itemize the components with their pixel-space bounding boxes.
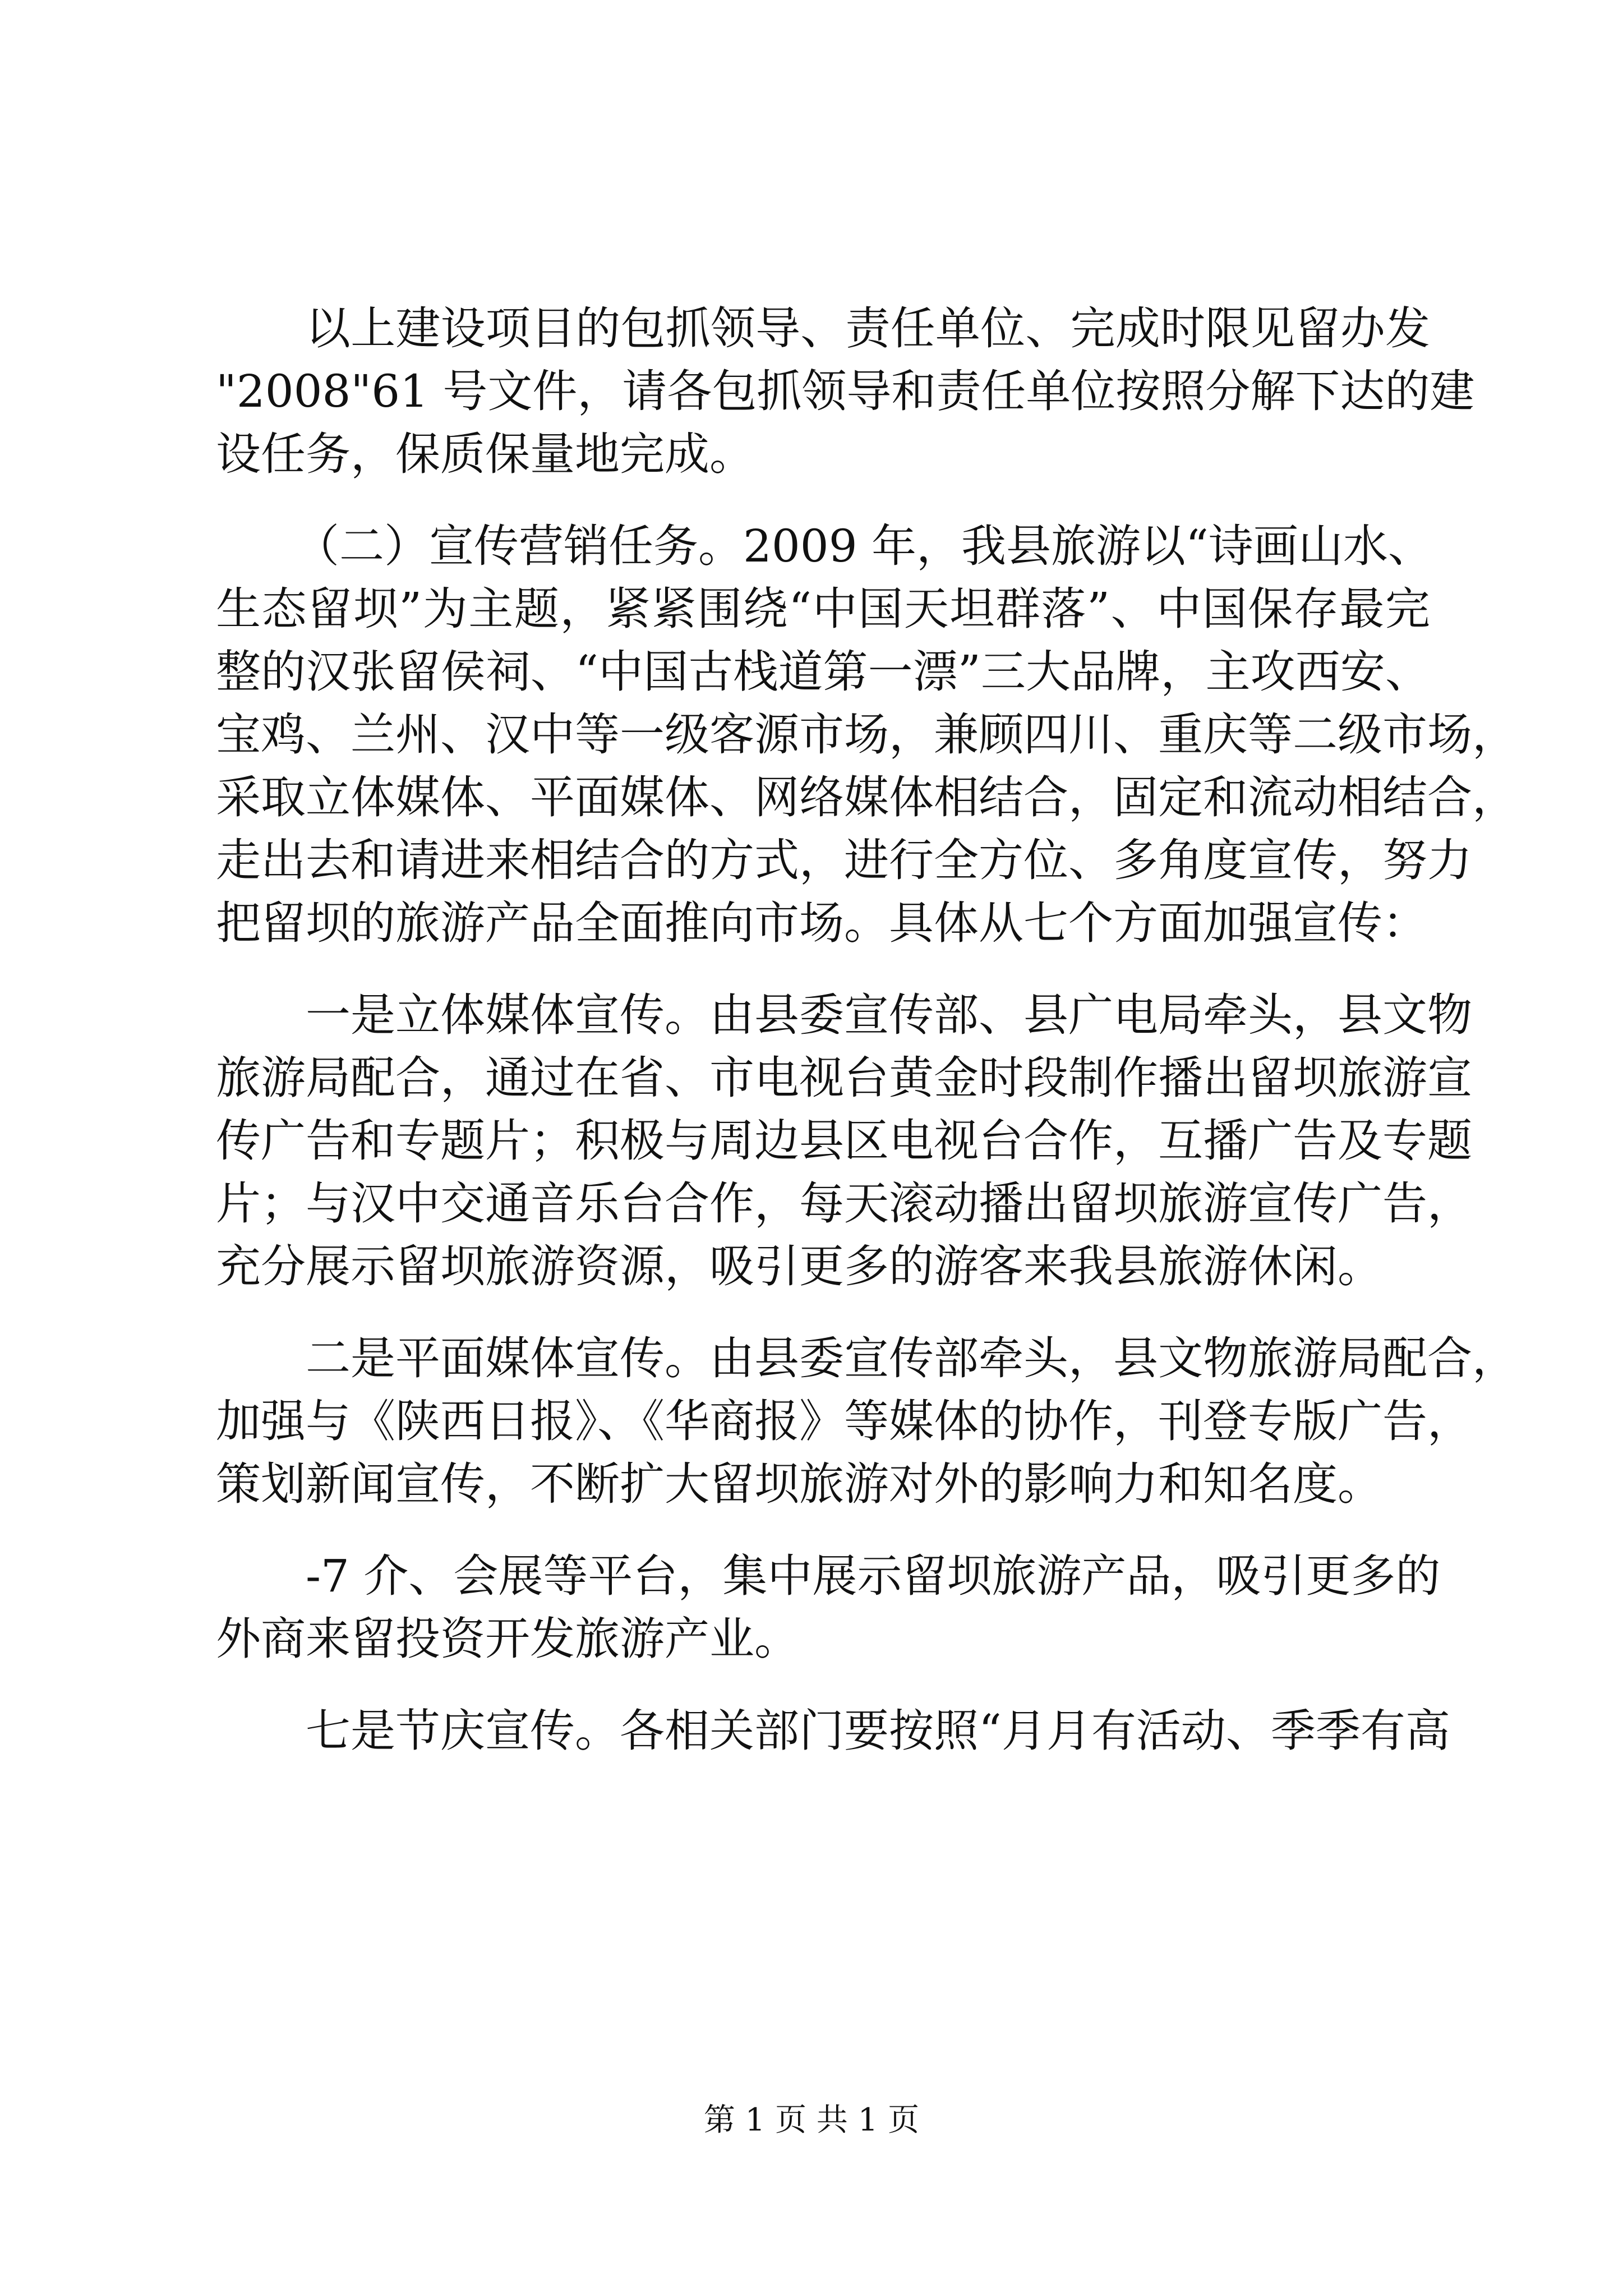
paragraph-2 xyxy=(216,515,1517,955)
text-line: 传广告和专题片；积极与周边县区电视台合作，互播广告及专题 xyxy=(216,1115,1472,1167)
text-line: -7 介、会展等平台，集中展示留坝旅游产品，吸引更多的 xyxy=(306,1550,1441,1602)
page-footer: 第 1 页 共 1 页 xyxy=(703,2102,920,2138)
paragraph-4 xyxy=(216,1327,1517,1516)
text-line: 充分展示留坝旅游资源，吸引更多的游客来我县旅游休闲。 xyxy=(216,1240,1382,1292)
text-line: 以上建设项目的包抓领导、责任单位、完成时限见留办发 xyxy=(306,302,1430,355)
text-line: 二是平面媒体宣传。由县委宣传部牵头，县文物旅游局配合， xyxy=(306,1332,1517,1384)
text-line: 加强与《陕西日报》、《华商报》等媒体的协作，刊登专版广告， xyxy=(216,1395,1472,1447)
text-line: 外商来留投资开发旅游产业。 xyxy=(216,1613,799,1665)
paragraph-6 xyxy=(216,1700,1450,1763)
text-line: 采取立体媒体、平面媒体、网络媒体相结合，固定和流动相结合， xyxy=(216,771,1517,823)
text-line: "2008"61 号文件，请各包抓领导和责任单位按照分解下达的建 xyxy=(216,365,1475,417)
document-body xyxy=(216,297,1517,1792)
text-line: 走出去和请进来相结合的方式，进行全方位、多角度宣传，努力 xyxy=(216,834,1472,886)
text-line: 策划新闻宣传，不断扩大留坝旅游对外的影响力和知名度。 xyxy=(216,1458,1382,1510)
text-line: 片；与汉中交通音乐台合作，每天滚动播出留坝旅游宣传广告， xyxy=(216,1177,1472,1230)
text-line: 生态留坝”为主题，紧紧围绕“中国天坦群落”、中国保存最完 xyxy=(216,583,1430,635)
text-line: （二）宣传营销任务。2009 年，我县旅游以“诗画山水、 xyxy=(294,520,1433,572)
text-line: 七是节庆宣传。各相关部门要按照“月月有活动、季季有高 xyxy=(306,1705,1450,1757)
text-line: 旅游局配合，通过在省、市电视台黄金时段制作播出留坝旅游宣 xyxy=(216,1052,1472,1104)
text-line: 宝鸡、兰州、汉中等一级客源市场，兼顾四川、重庆等二级市场， xyxy=(216,708,1517,761)
text-line: 整的汉张留侯祠、“中国古栈道第一漂”三大品牌，主攻西安、 xyxy=(216,646,1430,698)
text-line: 一是立体媒体宣传。由县委宣传部、县广电局牵头，县文物 xyxy=(306,989,1472,1041)
paragraph-1 xyxy=(216,297,1475,486)
text-line: 把留坝的旅游产品全面推向市场。具体从七个方面加强宣传： xyxy=(216,897,1427,949)
paragraph-3 xyxy=(216,984,1472,1298)
text-line: 设任务，保质保量地完成。 xyxy=(216,428,754,480)
paragraph-5 xyxy=(216,1545,1441,1671)
